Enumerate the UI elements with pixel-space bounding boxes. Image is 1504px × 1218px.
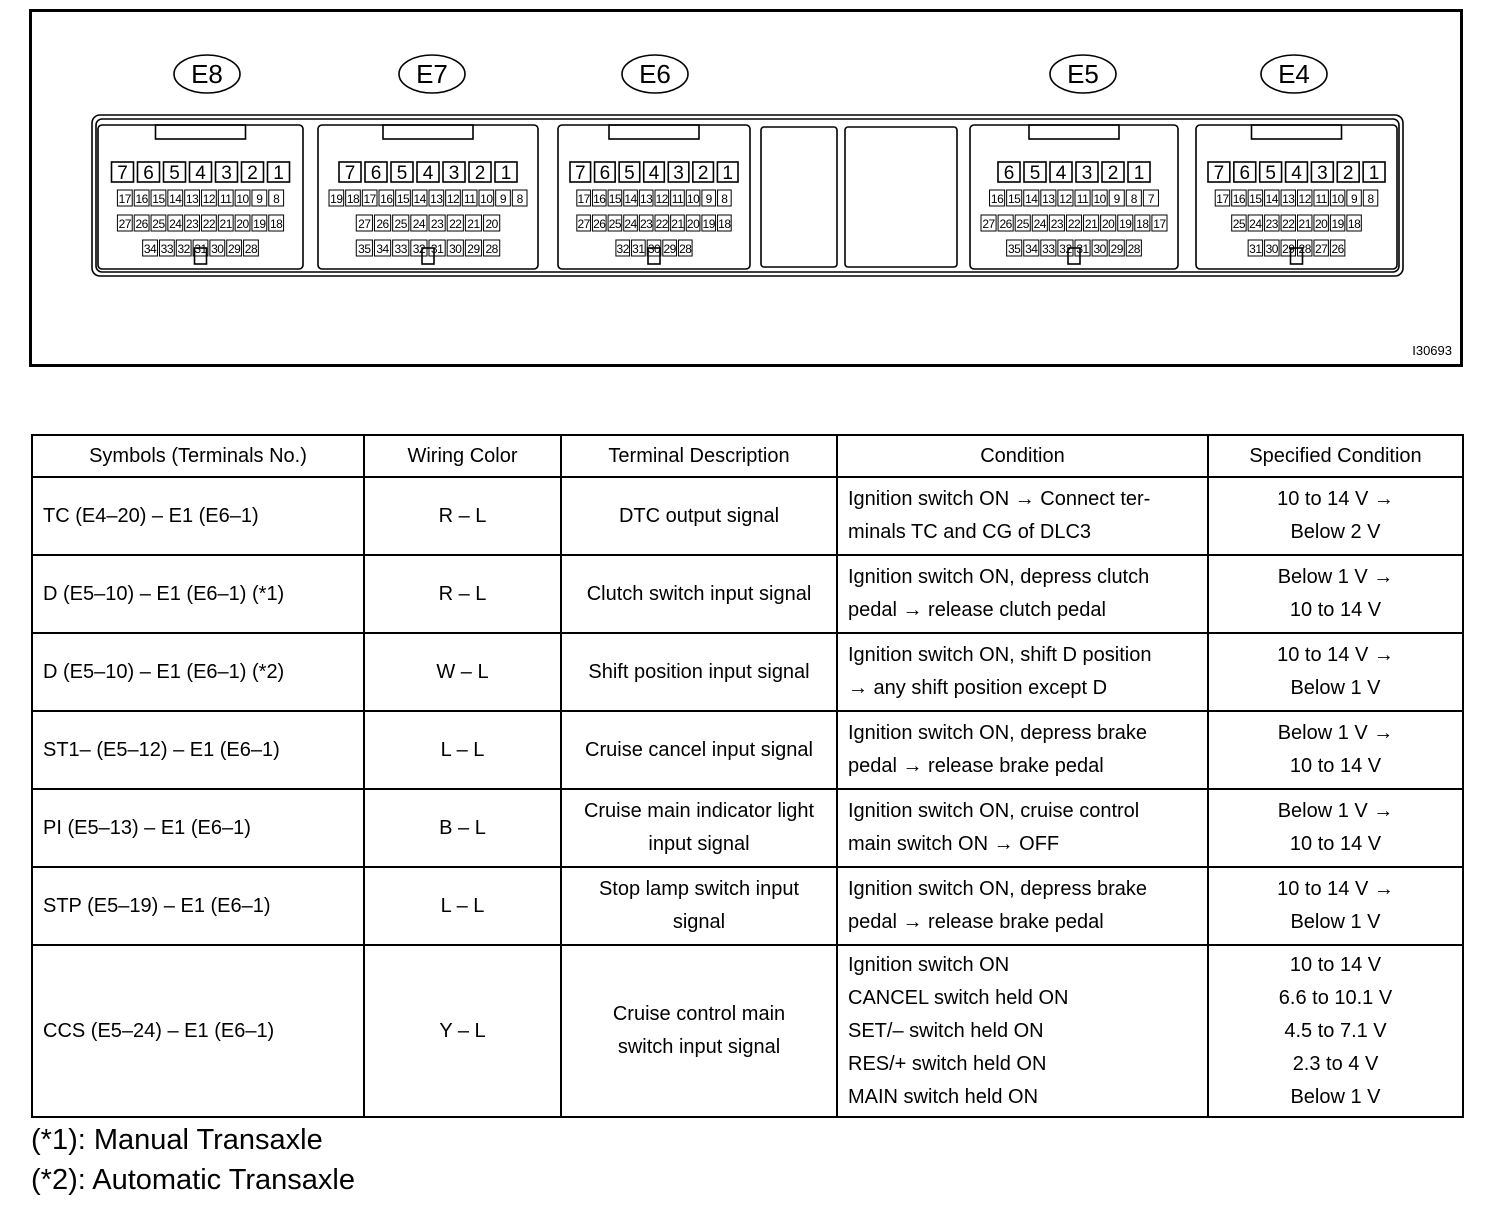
spec-line: Below 1 V → xyxy=(1277,566,1394,588)
pin-label: 11 xyxy=(1315,192,1327,206)
pin-label: 17 xyxy=(118,192,131,206)
cell-wiring-color: R – L xyxy=(364,555,561,633)
pin-label: 30 xyxy=(1093,242,1106,256)
cell-condition xyxy=(837,789,1208,867)
pin-label: 21 xyxy=(671,217,684,231)
pin-label: 1 xyxy=(722,163,734,184)
description-line: signal xyxy=(672,911,726,933)
pin-label: 3 xyxy=(673,163,684,184)
description-line: Shift position input signal xyxy=(588,660,810,683)
pin-label: 24 xyxy=(1033,217,1046,231)
pin-label: 26 xyxy=(999,217,1012,231)
pin-label: 34 xyxy=(143,242,157,256)
pin-label: 11 xyxy=(463,192,476,206)
condition-line: CANCEL switch held ON xyxy=(848,986,1069,1009)
spec-line: Below 1 V xyxy=(1290,911,1381,933)
pin-label: 15 xyxy=(396,192,410,206)
pin-label: 25 xyxy=(1232,217,1246,231)
pin-label: 6 xyxy=(1003,163,1015,184)
pin-label: 13 xyxy=(1042,192,1055,206)
pin-label: 20 xyxy=(686,217,700,231)
pin-label: 2 xyxy=(474,163,486,184)
pin-label: 31 xyxy=(194,242,207,256)
pin-label: 29 xyxy=(227,242,241,256)
pin-label: 4 xyxy=(422,163,434,184)
condition-line: MAIN switch held ON xyxy=(848,1085,1039,1108)
pin-label: 17 xyxy=(363,192,376,206)
cell-terminal-description xyxy=(561,633,837,711)
pin-label: 34 xyxy=(376,242,389,256)
pin-label: 14 xyxy=(624,192,637,206)
pin-label: 33 xyxy=(1042,242,1055,256)
cell-wiring-color: L – L xyxy=(364,867,561,945)
spec-line: 10 to 14 V → xyxy=(1277,644,1394,666)
pin-label: 18 xyxy=(270,217,283,231)
footnote-2: (*2): Automatic Transaxle xyxy=(31,1164,355,1196)
pin-label: 11 xyxy=(219,192,232,206)
pin-label: 26 xyxy=(1331,242,1344,256)
pin-label: 20 xyxy=(1102,217,1115,231)
spec-line: 10 to 14 V xyxy=(1289,833,1382,855)
pin-label: 12 xyxy=(446,192,460,206)
pin-label: 34 xyxy=(1025,242,1038,256)
pin-label: 21 xyxy=(1084,217,1098,231)
pin-label: 30 xyxy=(211,242,224,256)
pin-label: 29 xyxy=(663,242,676,256)
description-line: Cruise cancel input signal xyxy=(585,738,813,761)
condition-line: RES/+ switch held ON xyxy=(848,1052,1047,1075)
pin-label: 7 xyxy=(1147,192,1155,206)
pin-label: 5 xyxy=(1029,163,1041,184)
pin-label: 12 xyxy=(655,192,668,206)
connector-label: E6 xyxy=(639,59,671,89)
pin-label: 19 xyxy=(253,217,266,231)
header-symbols: Symbols (Terminals No.) xyxy=(32,435,364,477)
pin-label: 15 xyxy=(1008,192,1021,206)
pin-label: 29 xyxy=(1110,242,1123,256)
pin-label: 25 xyxy=(608,217,622,231)
header-wiring-color: Wiring Color xyxy=(364,435,561,477)
header-condition: Condition xyxy=(837,435,1208,477)
pin-label: 1 xyxy=(500,163,512,184)
table-row xyxy=(32,477,1463,555)
pin-label: 11 xyxy=(671,192,684,206)
pin-label: 4 xyxy=(195,163,206,184)
spec-line: 10 to 14 V xyxy=(1289,755,1382,777)
pin-label: 28 xyxy=(485,242,498,256)
pin-label: 14 xyxy=(413,192,426,206)
pin-label: 10 xyxy=(480,192,493,206)
pin-label: 31 xyxy=(1076,242,1089,256)
pin-label: 21 xyxy=(467,217,480,231)
pin-label: 2 xyxy=(697,163,709,184)
pin-label: 22 xyxy=(449,217,462,231)
pin-label: 9 xyxy=(1350,192,1358,206)
cell-terminal-description xyxy=(561,555,837,633)
condition-line: → any shift position except D xyxy=(848,677,1108,699)
pin-label: 13 xyxy=(185,192,199,206)
pin-label: 9 xyxy=(705,192,712,206)
pin-label: 14 xyxy=(1265,192,1278,206)
pin-label: 28 xyxy=(1127,242,1140,256)
pin-label: 13 xyxy=(640,192,653,206)
pin-label: 3 xyxy=(1081,163,1093,184)
pin-label: 21 xyxy=(219,217,232,231)
connector-label: E7 xyxy=(416,59,448,89)
pin-label: 23 xyxy=(1265,217,1278,231)
figure-id: I30693 xyxy=(1412,343,1452,358)
pin-label: 19 xyxy=(1331,217,1344,231)
connector-diagram-svg xyxy=(32,12,1460,364)
condition-line: pedal → release clutch pedal xyxy=(848,599,1106,621)
pin-label: 6 xyxy=(370,163,382,184)
cell-terminal-description xyxy=(561,945,837,1117)
connector-latch xyxy=(383,125,473,139)
pin-label: 6 xyxy=(143,163,154,184)
pin-label: 27 xyxy=(577,217,590,231)
cell-condition xyxy=(837,555,1208,633)
description-line: DTC output signal xyxy=(618,504,780,527)
pin-label: 22 xyxy=(1067,217,1081,231)
pin-label: 5 xyxy=(169,163,180,184)
pin-label: 28 xyxy=(1298,242,1311,256)
pin-label: 12 xyxy=(202,192,216,206)
pin-label: 9 xyxy=(499,192,507,206)
pin-label: 20 xyxy=(485,217,498,231)
condition-line: Ignition switch ON xyxy=(848,953,1010,976)
cell-specified-condition xyxy=(1208,555,1463,633)
pin-label: 6 xyxy=(1239,163,1251,184)
pin-label: 7 xyxy=(344,163,356,184)
pin-label: 18 xyxy=(1347,217,1361,231)
pin-label: 20 xyxy=(236,217,249,231)
pin-label: 9 xyxy=(1113,192,1120,206)
pin-label: 29 xyxy=(467,242,480,256)
cell-symbol: D (E5–10) – E1 (E6–1) (*2) xyxy=(32,633,364,711)
pin-label: 18 xyxy=(1136,217,1149,231)
spec-line: Below 1 V xyxy=(1290,677,1381,699)
condition-line: Ignition switch ON → Connect ter- xyxy=(848,488,1151,510)
pin-label: 13 xyxy=(430,192,443,206)
pin-label: 27 xyxy=(358,217,371,231)
pin-label: 33 xyxy=(394,242,407,256)
cell-condition xyxy=(837,633,1208,711)
connector-latch xyxy=(156,125,246,139)
pin-label: 19 xyxy=(330,192,343,206)
condition-line: Ignition switch ON, shift D position xyxy=(848,644,1152,666)
cell-wiring-color: R – L xyxy=(364,477,561,555)
pin-label: 17 xyxy=(1216,192,1229,206)
pin-label: 17 xyxy=(1153,217,1166,231)
pin-label: 23 xyxy=(640,217,653,231)
description-line: Cruise main indicator light xyxy=(583,800,815,822)
condition-line: pedal → release brake pedal xyxy=(848,911,1104,933)
condition-line: Ignition switch ON, depress brake xyxy=(848,722,1148,744)
pin-label: 20 xyxy=(1315,217,1328,231)
condition-line: Ignition switch ON, depress brake xyxy=(848,878,1148,900)
pin-label: 26 xyxy=(376,217,389,231)
pin-label: 2 xyxy=(247,163,258,184)
pin-label: 17 xyxy=(577,192,590,206)
table-row xyxy=(32,555,1463,633)
pin-label: 32 xyxy=(1059,242,1072,256)
table-header-row xyxy=(32,435,1463,477)
pin-label: 10 xyxy=(1093,192,1106,206)
spec-line: 10 to 14 V → xyxy=(1277,488,1394,510)
pin-label: 16 xyxy=(1232,192,1246,206)
pin-label: 24 xyxy=(624,217,637,231)
connector-latch xyxy=(1252,125,1342,139)
pin-label: 3 xyxy=(221,163,232,184)
pin-label: 30 xyxy=(647,242,661,256)
pin-label: 25 xyxy=(394,217,407,231)
cell-symbol: PI (E5–13) – E1 (E6–1) xyxy=(32,789,364,867)
spec-line: Below 1 V xyxy=(1290,1085,1381,1108)
pin-label: 15 xyxy=(608,192,622,206)
pin-label: 19 xyxy=(1119,217,1132,231)
pin-label: 8 xyxy=(1367,192,1374,206)
cell-wiring-color: L – L xyxy=(364,711,561,789)
cell-terminal-description xyxy=(561,477,837,555)
cell-specified-condition xyxy=(1208,945,1463,1117)
table-row xyxy=(32,945,1463,1117)
pin-label: 1 xyxy=(273,163,284,184)
pin-label: 21 xyxy=(1298,217,1311,231)
condition-line: main switch ON → OFF xyxy=(848,833,1060,855)
pin-label: 26 xyxy=(135,217,148,231)
cell-symbol: TC (E4–20) – E1 (E6–1) xyxy=(32,477,364,555)
pin-label: 22 xyxy=(202,217,216,231)
pin-label: 10 xyxy=(1331,192,1344,206)
pin-label: 16 xyxy=(990,192,1004,206)
pin-label: 10 xyxy=(686,192,700,206)
footnote-1: (*1): Manual Transaxle xyxy=(31,1124,323,1156)
pin-label: 35 xyxy=(1008,242,1021,256)
pin-label: 5 xyxy=(624,163,635,184)
cell-specified-condition xyxy=(1208,711,1463,789)
cell-symbol: D (E5–10) – E1 (E6–1) (*1) xyxy=(32,555,364,633)
pin-label: 24 xyxy=(169,217,182,231)
pin-label: 27 xyxy=(982,217,995,231)
spec-line: 2.3 to 4 V xyxy=(1292,1052,1379,1075)
description-line: Clutch switch input signal xyxy=(586,582,812,605)
description-line: input signal xyxy=(648,833,750,855)
pin-label: 18 xyxy=(346,192,360,206)
housing-inner-outline xyxy=(96,119,1399,272)
cell-specified-condition xyxy=(1208,789,1463,867)
pin-label: 18 xyxy=(718,217,731,231)
pin-label: 13 xyxy=(1282,192,1295,206)
pin-label: 33 xyxy=(160,242,174,256)
table-row xyxy=(32,711,1463,789)
cell-specified-condition xyxy=(1208,633,1463,711)
pin-label: 30 xyxy=(1265,242,1278,256)
condition-line: SET/– switch held ON xyxy=(848,1019,1044,1042)
housing-outline xyxy=(92,115,1403,276)
cell-wiring-color: Y – L xyxy=(364,945,561,1117)
header-specified-condition: Specified Condition xyxy=(1208,435,1463,477)
spec-line: 10 to 14 V xyxy=(1289,599,1382,621)
pin-label: 12 xyxy=(1059,192,1072,206)
cell-terminal-description xyxy=(561,789,837,867)
pin-label: 25 xyxy=(1016,217,1029,231)
connector-latch xyxy=(609,125,699,139)
connector-label: E4 xyxy=(1278,59,1310,89)
condition-line: pedal → release brake pedal xyxy=(848,755,1104,777)
pin-label: 23 xyxy=(185,217,199,231)
pin-label: 23 xyxy=(430,217,444,231)
cell-symbol: ST1– (E5–12) – E1 (E6–1) xyxy=(32,711,364,789)
spec-line: 10 to 14 V → xyxy=(1277,878,1394,900)
connector-latch xyxy=(1029,125,1119,139)
pin-label: 27 xyxy=(1315,242,1328,256)
blank-block xyxy=(845,127,957,267)
header-terminal-description: Terminal Description xyxy=(561,435,837,477)
cell-specified-condition xyxy=(1208,477,1463,555)
cell-terminal-description xyxy=(561,867,837,945)
spec-line: Below 1 V → xyxy=(1277,800,1394,822)
pin-label: 1 xyxy=(1368,163,1380,184)
cell-condition xyxy=(837,711,1208,789)
spec-line: 6.6 to 10.1 V xyxy=(1278,986,1393,1009)
pin-label: 8 xyxy=(721,192,728,206)
table-row xyxy=(32,789,1463,867)
pin-label: 24 xyxy=(1249,217,1262,231)
pin-label: 2 xyxy=(1342,163,1354,184)
pin-label: 5 xyxy=(1265,163,1276,184)
pin-label: 6 xyxy=(599,163,611,184)
pin-label: 30 xyxy=(449,242,462,256)
pin-label: 1 xyxy=(1133,163,1145,184)
pin-label: 4 xyxy=(1291,163,1302,184)
terminal-spec-table xyxy=(31,434,1464,1118)
cell-condition xyxy=(837,867,1208,945)
pin-label: 28 xyxy=(679,242,692,256)
pin-label: 16 xyxy=(593,192,606,206)
cell-condition xyxy=(837,945,1208,1117)
condition-line: minals TC and CG of DLC3 xyxy=(848,521,1092,543)
spec-line: 10 to 14 V xyxy=(1289,953,1382,976)
cell-wiring-color: W – L xyxy=(364,633,561,711)
pin-label: 7 xyxy=(1213,163,1225,184)
pin-label: 10 xyxy=(236,192,249,206)
condition-line: Ignition switch ON, cruise control xyxy=(848,800,1140,822)
cell-terminal-description xyxy=(561,711,837,789)
pin-label: 5 xyxy=(396,163,408,184)
spec-line: Below 2 V xyxy=(1290,521,1381,543)
pin-label: 26 xyxy=(593,217,606,231)
pin-label: 22 xyxy=(655,217,668,231)
pin-label: 4 xyxy=(648,163,660,184)
pin-label: 12 xyxy=(1298,192,1311,206)
pin-label: 11 xyxy=(1076,192,1089,206)
pin-label: 15 xyxy=(1249,192,1262,206)
condition-line: Ignition switch ON, depress clutch xyxy=(848,566,1150,588)
connector-label: E5 xyxy=(1067,59,1099,89)
pin-label: 35 xyxy=(358,242,371,256)
connector-diagram xyxy=(29,9,1463,367)
blank-block xyxy=(761,127,837,267)
pin-label: 29 xyxy=(1282,242,1295,256)
pin-label: 15 xyxy=(152,192,165,206)
pin-label: 9 xyxy=(256,192,263,206)
description-line: Stop lamp switch input xyxy=(598,878,800,900)
pin-label: 7 xyxy=(574,163,586,184)
table-row xyxy=(32,633,1463,711)
pin-label: 8 xyxy=(273,192,280,206)
description-line: Cruise control main xyxy=(612,1003,786,1025)
cell-wiring-color: B – L xyxy=(364,789,561,867)
pin-label: 24 xyxy=(412,217,426,231)
pin-label: 32 xyxy=(177,242,190,256)
cell-symbol: STP (E5–19) – E1 (E6–1) xyxy=(32,867,364,945)
description-line: switch input signal xyxy=(617,1036,781,1058)
pin-label: 7 xyxy=(117,163,128,184)
pin-label: 16 xyxy=(380,192,393,206)
spec-line: 4.5 to 7.1 V xyxy=(1284,1019,1387,1042)
pin-label: 14 xyxy=(1025,192,1038,206)
pin-label: 32 xyxy=(616,242,629,256)
cell-condition xyxy=(837,477,1208,555)
pin-label: 4 xyxy=(1055,163,1067,184)
table-row xyxy=(32,867,1463,945)
pin-label: 32 xyxy=(412,242,426,256)
cell-specified-condition xyxy=(1208,867,1463,945)
spec-line: Below 1 V → xyxy=(1277,722,1394,744)
pin-label: 22 xyxy=(1282,217,1295,231)
pin-label: 31 xyxy=(1249,242,1262,256)
pin-label: 28 xyxy=(244,242,258,256)
pin-label: 25 xyxy=(152,217,165,231)
pin-label: 31 xyxy=(632,242,645,256)
pin-label: 23 xyxy=(1050,217,1064,231)
connector-label: E8 xyxy=(191,59,223,89)
pin-label: 2 xyxy=(1107,163,1119,184)
pin-label: 14 xyxy=(169,192,182,206)
pin-label: 31 xyxy=(430,242,444,256)
pin-label: 8 xyxy=(516,192,523,206)
pin-label: 16 xyxy=(135,192,148,206)
cell-symbol: CCS (E5–24) – E1 (E6–1) xyxy=(32,945,364,1117)
pin-label: 3 xyxy=(1317,163,1328,184)
pin-label: 8 xyxy=(1130,192,1137,206)
pin-label: 27 xyxy=(118,217,131,231)
pin-label: 3 xyxy=(448,163,460,184)
pin-label: 19 xyxy=(702,217,715,231)
